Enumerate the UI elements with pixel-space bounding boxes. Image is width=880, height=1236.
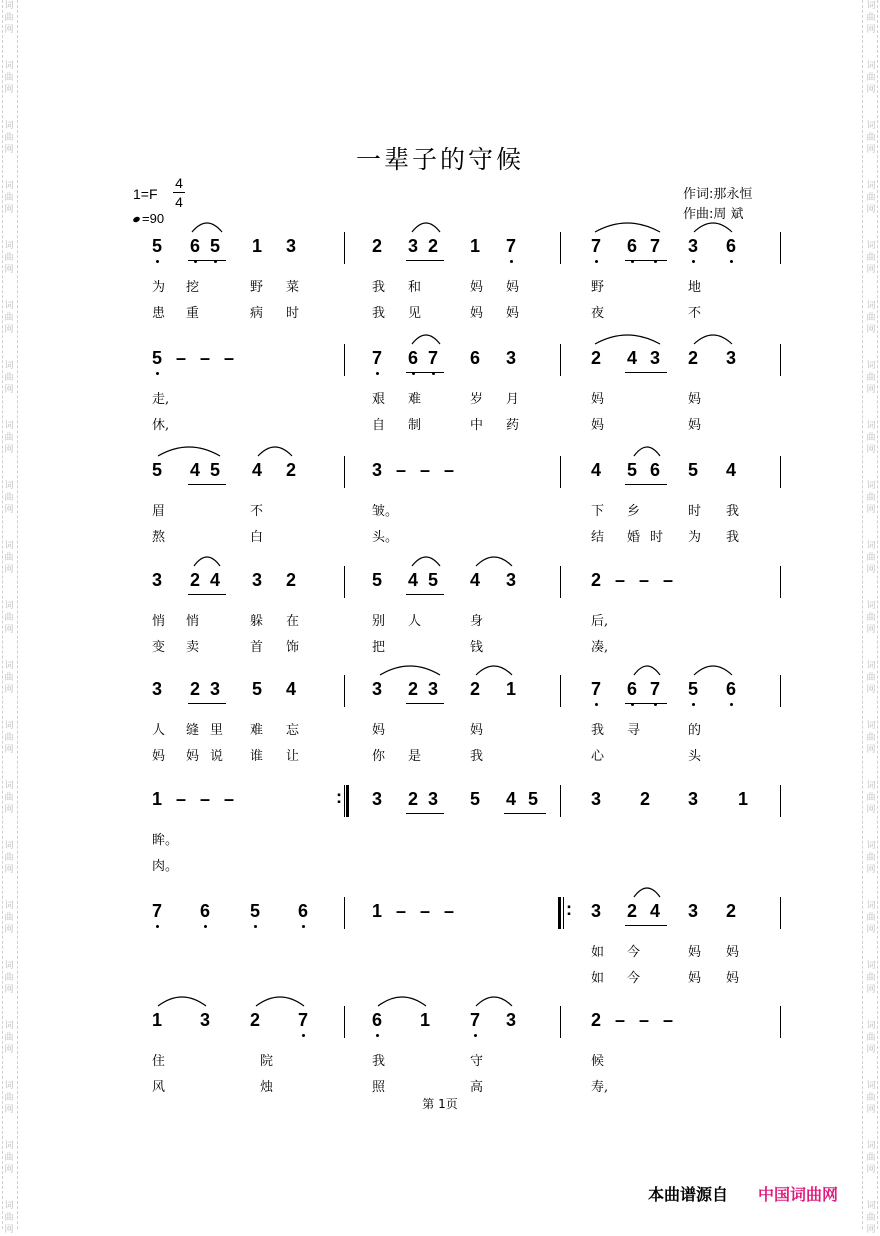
lyric: 你 (372, 749, 386, 764)
note: 2 (372, 236, 383, 256)
lyric: 寿, (591, 1080, 609, 1095)
watermark-text: 词 曲 网 (4, 1, 14, 35)
lyric: 悄 (186, 614, 200, 629)
lyric: 我 (726, 530, 740, 545)
watermark-text: 词 曲 网 (866, 361, 876, 395)
lyric: 下 (591, 504, 605, 519)
watermark-text: 词 曲 网 (866, 61, 876, 95)
lyric: 今 (627, 945, 641, 960)
note: 3 (372, 679, 383, 699)
lyric: 妈 (506, 280, 520, 295)
lyric: 难 (408, 392, 422, 407)
watermark-text: 词 曲 网 (4, 961, 14, 995)
note: 6 (627, 236, 638, 256)
watermark-text: 词 曲 网 (866, 481, 876, 515)
note: 6 (190, 236, 201, 256)
note: 2 (591, 348, 602, 368)
watermark-text: 词 曲 网 (866, 1141, 876, 1175)
sustain-dash: – (639, 570, 650, 590)
sustain-dash: – (444, 460, 455, 480)
note: 2 (591, 1010, 602, 1030)
watermark-text: 词 曲 网 (4, 361, 14, 395)
note: 5 (688, 460, 699, 480)
note: 5 (372, 570, 383, 590)
lyric: 为 (688, 530, 702, 545)
lyric: 妈 (726, 945, 740, 960)
note: 3 (688, 901, 699, 921)
lyric: 头 (688, 749, 702, 764)
song-title: 一辈子的守候 (355, 145, 524, 174)
sustain-dash: – (615, 1010, 626, 1030)
lyric: 饰 (286, 640, 300, 655)
lyric: 结 (591, 530, 605, 545)
note: 2 (408, 789, 419, 809)
lyric: 药 (506, 418, 520, 433)
watermark-text: 词 曲 网 (4, 181, 14, 215)
sustain-dash: – (420, 901, 431, 921)
watermark-text: 词 曲 网 (866, 541, 876, 575)
note: 5 (688, 679, 699, 699)
slur (158, 447, 220, 456)
slur (595, 223, 660, 232)
lyric: 如 (591, 945, 605, 960)
note: 3 (372, 789, 383, 809)
note: 2 (190, 679, 201, 699)
lyric: 眸。 (152, 833, 179, 848)
lyric: 走, (152, 392, 170, 407)
lyric: 候 (591, 1054, 605, 1069)
watermark-text: 词 曲 网 (4, 601, 14, 635)
lyric: 妈 (186, 749, 200, 764)
lyric: 皱。 (372, 504, 399, 519)
slur (256, 997, 304, 1006)
note: 6 (372, 1010, 383, 1030)
note: 6 (650, 460, 661, 480)
lyric: 妈 (688, 392, 702, 407)
lyric: 照 (372, 1080, 386, 1095)
lyric: 我 (470, 749, 484, 764)
lyric: 首 (250, 640, 264, 655)
note: 3 (286, 236, 297, 256)
lyric: 妈 (688, 418, 702, 433)
lyric: 如 (591, 971, 605, 986)
watermark-text: 词 曲 网 (4, 61, 14, 95)
watermark-text: 词 曲 网 (4, 481, 14, 515)
source-site-link[interactable]: 中国词曲网 (758, 1185, 839, 1204)
lyric: 地 (688, 280, 702, 295)
lyric: 头。 (372, 530, 399, 545)
lyric: 后, (591, 614, 609, 629)
slur (194, 557, 220, 566)
note: 5 (252, 679, 263, 699)
sustain-dash: – (444, 901, 455, 921)
watermark-text: 词 曲 网 (4, 721, 14, 755)
note: 7 (650, 236, 661, 256)
lyric: 为 (152, 280, 166, 295)
watermark-text: 词 曲 网 (4, 1141, 14, 1175)
slur (258, 447, 292, 456)
lyric: 我 (372, 306, 386, 321)
lyric: 挖 (186, 280, 200, 295)
lyric: 说 (210, 749, 224, 764)
lyric: 里 (210, 723, 224, 738)
source-label: 本曲谱源自 (648, 1185, 729, 1204)
note: 4 (591, 460, 602, 480)
lyric: 守 (470, 1054, 484, 1069)
lyric: 我 (372, 280, 386, 295)
lyric: 让 (286, 749, 300, 764)
lyric: 中 (470, 418, 484, 433)
watermark-text: 词 曲 网 (4, 901, 14, 935)
note: 2 (591, 570, 602, 590)
watermark-text: 词 曲 网 (4, 241, 14, 275)
lyric: 和 (408, 280, 422, 295)
watermark-text: 词 曲 网 (866, 301, 876, 335)
note: 3 (591, 901, 602, 921)
slur (192, 223, 222, 232)
note: 6 (298, 901, 309, 921)
slur (694, 335, 732, 344)
slur (476, 557, 512, 566)
sustain-dash: – (200, 789, 211, 809)
watermark-text: 词 曲 网 (4, 1201, 14, 1235)
note: 6 (726, 679, 737, 699)
watermark-text: 词 曲 网 (4, 661, 14, 695)
watermark-text: 词 曲 网 (866, 1081, 876, 1115)
key-signature: 1=F (133, 186, 158, 202)
note: 6 (408, 348, 419, 368)
slur (694, 223, 732, 232)
note: 2 (726, 901, 737, 921)
watermark-text: 词 曲 网 (4, 841, 14, 875)
note: 4 (210, 570, 221, 590)
note: 3 (428, 789, 439, 809)
note: 3 (372, 460, 383, 480)
note: 1 (420, 1010, 431, 1030)
sustain-dash: – (639, 1010, 650, 1030)
sustain-dash: – (615, 570, 626, 590)
lyric: 妈 (688, 971, 702, 986)
note: 7 (298, 1010, 309, 1030)
note: 4 (286, 679, 297, 699)
note: 2 (688, 348, 699, 368)
note: 6 (470, 348, 481, 368)
note: 2 (286, 570, 297, 590)
note: 5 (250, 901, 261, 921)
lyric: 妈 (470, 723, 484, 738)
watermark-text: 词 曲 网 (4, 1081, 14, 1115)
composer-credit: 作曲:周 斌 (683, 207, 744, 222)
note: 4 (506, 789, 517, 809)
lyric: 风 (152, 1080, 166, 1095)
note: 7 (650, 679, 661, 699)
time-signature-bottom: 4 (175, 194, 183, 210)
note: 3 (152, 679, 163, 699)
lyric: 烛 (260, 1080, 274, 1095)
sustain-dash: – (663, 1010, 674, 1030)
lyric: 变 (152, 640, 166, 655)
lyric: 见 (408, 306, 422, 321)
note: 3 (688, 789, 699, 809)
note: 6 (627, 679, 638, 699)
lyric: 身 (470, 614, 484, 629)
note: 7 (372, 348, 383, 368)
lyric: 钱 (470, 640, 484, 655)
note: 3 (506, 1010, 517, 1030)
lyric: 眉 (152, 504, 166, 519)
watermark-text: 词 曲 网 (4, 421, 14, 455)
note: 5 (152, 348, 163, 368)
lyric: 野 (250, 280, 264, 295)
sustain-dash: – (420, 460, 431, 480)
lyric: 把 (372, 640, 386, 655)
sustain-dash: – (176, 348, 187, 368)
note: 5 (428, 570, 439, 590)
watermark-text: 词 曲 网 (866, 1021, 876, 1055)
lyric: 不 (688, 306, 702, 321)
repeat-dots: : (566, 899, 572, 919)
note: 2 (470, 679, 481, 699)
sustain-dash: – (224, 348, 235, 368)
note: 7 (470, 1010, 481, 1030)
lyric: 卖 (186, 640, 200, 655)
lyric: 制 (408, 418, 422, 433)
sustain-dash: – (176, 789, 187, 809)
note: 3 (428, 679, 439, 699)
lyric: 乡 (627, 504, 641, 519)
slur (158, 997, 206, 1006)
lyric: 躲 (250, 614, 264, 629)
lyric: 谁 (250, 749, 264, 764)
lyric: 月 (506, 392, 520, 407)
lyric: 院 (260, 1054, 274, 1069)
lyric: 重 (186, 306, 200, 321)
lyric: 岁 (470, 392, 484, 407)
note: 3 (688, 236, 699, 256)
lyric: 我 (372, 1054, 386, 1069)
note: 3 (152, 570, 163, 590)
slur (378, 997, 426, 1006)
lyric: 我 (591, 723, 605, 738)
watermark-text: 词 曲 网 (866, 1201, 876, 1235)
lyric: 时 (688, 504, 702, 519)
lyric: 夜 (591, 306, 605, 321)
lyric: 住 (152, 1054, 166, 1069)
note: 2 (408, 679, 419, 699)
note: 3 (506, 348, 517, 368)
note: 2 (640, 789, 651, 809)
slur (595, 335, 660, 344)
note: 3 (252, 570, 263, 590)
note: 3 (591, 789, 602, 809)
note: 3 (650, 348, 661, 368)
slur (412, 223, 440, 232)
lyric: 在 (286, 614, 300, 629)
lyric: 菜 (286, 280, 300, 295)
note: 5 (210, 236, 221, 256)
note: 4 (470, 570, 481, 590)
sustain-dash: – (200, 348, 211, 368)
lyric: 高 (470, 1080, 484, 1095)
page-number: 第 1页 (422, 1097, 458, 1111)
note: 1 (738, 789, 749, 809)
note: 5 (210, 460, 221, 480)
lyric: 人 (152, 723, 166, 738)
note: 1 (152, 1010, 163, 1030)
watermark-text: 词 曲 网 (4, 121, 14, 155)
watermark-text: 词 曲 网 (866, 421, 876, 455)
slur (634, 666, 660, 675)
watermark-text: 词 曲 网 (866, 241, 876, 275)
lyric: 肉。 (152, 859, 179, 874)
lyric: 难 (250, 723, 264, 738)
lyric: 艰 (372, 392, 386, 407)
lyric: 妈 (372, 723, 386, 738)
sustain-dash: – (396, 460, 407, 480)
lyric: 心 (591, 749, 605, 764)
note: 7 (506, 236, 517, 256)
watermark-text: 词 曲 网 (866, 901, 876, 935)
lyric: 不 (250, 504, 264, 519)
note: 1 (372, 901, 383, 921)
lyricist-credit: 作词:那永恒 (683, 187, 753, 202)
note: 1 (252, 236, 263, 256)
lyric: 白 (250, 530, 264, 545)
lyric: 妈 (688, 945, 702, 960)
watermark-text: 词 曲 网 (866, 661, 876, 695)
sustain-dash: – (396, 901, 407, 921)
note: 6 (726, 236, 737, 256)
note: 4 (408, 570, 419, 590)
note: 3 (506, 570, 517, 590)
slur (380, 666, 440, 675)
note: 5 (152, 460, 163, 480)
watermark-text: 词 曲 网 (4, 541, 14, 575)
lyric: 自 (372, 418, 386, 433)
lyric: 妈 (591, 418, 605, 433)
note: 5 (627, 460, 638, 480)
lyric: 我 (726, 504, 740, 519)
lyric: 时 (650, 530, 664, 545)
note: 4 (650, 901, 661, 921)
note: 7 (591, 679, 602, 699)
slur (634, 888, 660, 897)
watermark-text: 词 曲 网 (866, 121, 876, 155)
tempo-value: =90 (142, 211, 165, 226)
lyric: 休, (152, 418, 170, 433)
note: 2 (627, 901, 638, 921)
lyric: 悄 (152, 614, 166, 629)
note: 1 (506, 679, 517, 699)
slur (412, 557, 440, 566)
note: 4 (190, 460, 201, 480)
slur (634, 447, 660, 456)
note: 2 (190, 570, 201, 590)
lyric: 妈 (470, 280, 484, 295)
watermark-text: 词 曲 网 (866, 841, 876, 875)
time-signature-top: 4 (175, 175, 183, 191)
lyric: 妈 (470, 306, 484, 321)
watermark-text: 词 曲 网 (4, 301, 14, 335)
slur (476, 997, 512, 1006)
lyric: 妈 (152, 749, 166, 764)
note: 2 (250, 1010, 261, 1030)
note: 5 (152, 236, 163, 256)
slur (694, 666, 732, 675)
note: 2 (428, 236, 439, 256)
lyric: 婚 (627, 530, 641, 545)
note: 3 (726, 348, 737, 368)
note: 1 (152, 789, 163, 809)
lyric: 时 (286, 306, 300, 321)
note: 4 (627, 348, 638, 368)
slur (412, 335, 440, 344)
lyric: 人 (408, 614, 422, 629)
sustain-dash: – (224, 789, 235, 809)
watermark-text: 词 曲 网 (866, 181, 876, 215)
lyric: 是 (408, 749, 422, 764)
note: 3 (408, 236, 419, 256)
lyric: 熬 (152, 530, 166, 545)
lyric: 忘 (286, 723, 300, 738)
lyric: 凑, (591, 640, 609, 655)
lyric: 妈 (506, 306, 520, 321)
watermark-text: 词 曲 网 (866, 961, 876, 995)
note: 2 (286, 460, 297, 480)
note: 7 (428, 348, 439, 368)
lyric: 妈 (726, 971, 740, 986)
lyric: 野 (591, 280, 605, 295)
lyric: 寻 (627, 723, 641, 738)
watermark-text: 词 曲 网 (4, 1021, 14, 1055)
note: 6 (200, 901, 211, 921)
note: 7 (591, 236, 602, 256)
sustain-dash: – (663, 570, 674, 590)
lyric: 妈 (591, 392, 605, 407)
lyric: 今 (627, 971, 641, 986)
note: 5 (528, 789, 539, 809)
lyric: 别 (372, 614, 386, 629)
watermark-text: 词 曲 网 (866, 1, 876, 35)
note: 3 (200, 1010, 211, 1030)
slur (476, 666, 512, 675)
lyric: 患 (152, 306, 166, 321)
lyric: 病 (250, 306, 264, 321)
repeat-dots: : (336, 787, 342, 807)
note: 5 (470, 789, 481, 809)
watermark-text: 词 曲 网 (866, 721, 876, 755)
watermark-text: 词 曲 网 (866, 781, 876, 815)
watermark-text: 词 曲 网 (4, 781, 14, 815)
lyric: 的 (688, 723, 702, 738)
note: 7 (152, 901, 163, 921)
watermark-text: 词 曲 网 (866, 601, 876, 635)
note: 3 (210, 679, 221, 699)
note: 4 (726, 460, 737, 480)
note: 1 (470, 236, 481, 256)
note: 4 (252, 460, 263, 480)
lyric: 缝 (186, 723, 200, 738)
